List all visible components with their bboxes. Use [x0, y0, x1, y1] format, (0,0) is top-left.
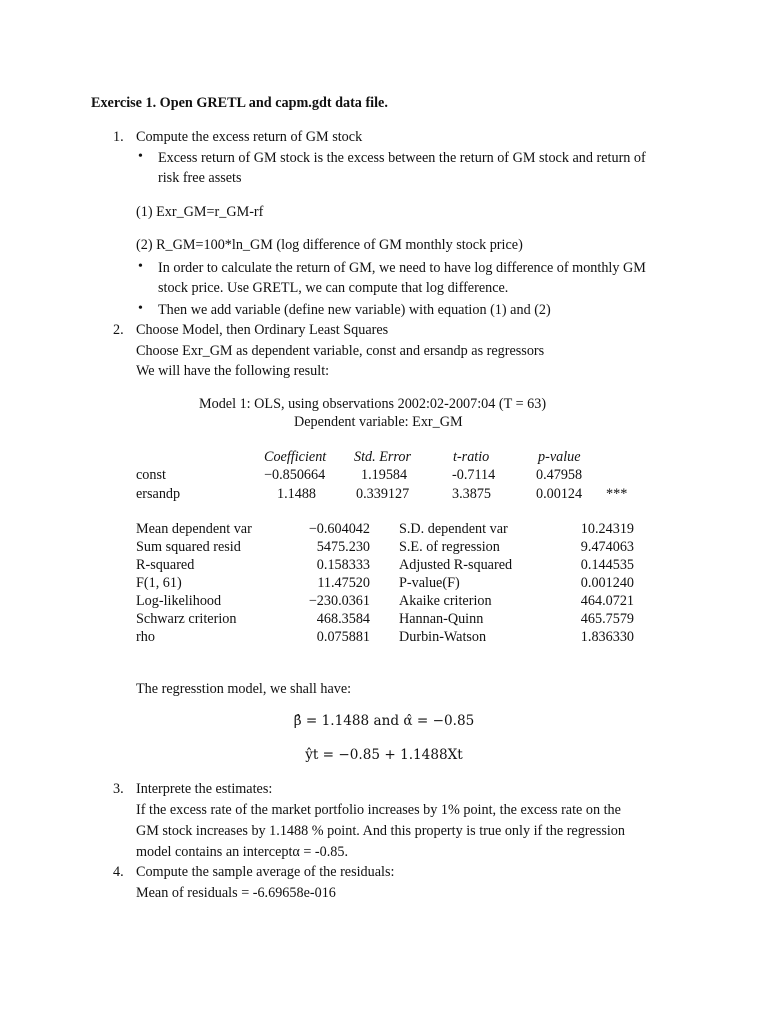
stat-value-left: −0.604042 [308, 521, 370, 537]
stat-label-right: Hannan-Quinn [399, 611, 484, 627]
item-2-line-3: We will have the following result: [136, 363, 330, 379]
item-3-line-3: model contains an interceptα = -0.85. [136, 844, 349, 860]
col-coefficient: Coefficient [264, 449, 327, 465]
bullet-dot: • [138, 259, 143, 274]
bullet-1-line-1: Excess return of GM stock is the excess between the return of GM stock and return of [158, 150, 646, 166]
item-3-line-2: GM stock increases by 1.1488 % point. And this property is true only if the regression [136, 823, 625, 839]
item-number-4: 4. [113, 864, 124, 880]
item-number-2: 2. [113, 322, 124, 338]
stat-value-left: −230.0361 [308, 593, 370, 609]
coef-row-name: ersandp [136, 486, 181, 502]
stat-value-left: 0.158333 [316, 557, 370, 573]
bullet-3: Then we add variable (define new variable) with equation (1) and (2) [158, 302, 551, 318]
item-2-line-2: Choose Exr_GM as dependent variable, const and ersandp as regressors [136, 343, 545, 359]
col-p-value: p-value [538, 449, 581, 465]
equation-2: (2) R_GM=100*ln_GM (log difference of GM monthly stock price) [136, 237, 523, 253]
item-1-text: Compute the excess return of GM stock [136, 129, 363, 145]
model-header: Model 1: OLS, using observations 2002:02-2007:04 (T = 63) [199, 396, 547, 412]
stat-label-right: Adjusted R-squared [399, 557, 513, 573]
regression-intro: The regresstion model, we shall have: [136, 681, 352, 697]
stat-label-left: Sum squared resid [136, 539, 241, 555]
bullet-dot: • [138, 301, 143, 316]
bullet-2-line-2: stock price. Use GRETL, we can compute that log difference. [158, 280, 509, 296]
stat-label-left: F(1, 61) [136, 575, 182, 591]
stat-value-right: 0.001240 [580, 575, 634, 591]
bullet-dot: • [138, 149, 143, 164]
item-3-text: Interprete the estimates: [136, 781, 273, 797]
stat-label-right: S.D. dependent var [399, 521, 508, 537]
item-2-line-1: Choose Model, then Ordinary Least Squares [136, 322, 389, 338]
col-t-ratio: t-ratio [453, 449, 490, 465]
item-4-text: Compute the sample average of the residuals: [136, 864, 395, 880]
item-number-3: 3. [113, 781, 124, 797]
stat-value-left: 0.075881 [316, 629, 370, 645]
formula-estimates: β̂ = 1.1488 and α̂ = −0.85 [293, 713, 475, 729]
stat-label-right: S.E. of regression [399, 539, 500, 555]
stat-label-right: Durbin-Watson [399, 629, 487, 645]
item-3-line-1: If the excess rate of the market portfolio increases by 1% point, the excess rate on the [136, 802, 621, 818]
coef-row-se: 1.19584 [361, 467, 408, 483]
col-std-error: Std. Error [354, 449, 412, 465]
stat-label-right: P-value(F) [399, 575, 460, 591]
stat-label-right: Akaike criterion [399, 593, 492, 609]
coef-row-coef: 1.1488 [277, 486, 317, 502]
stat-label-left: rho [136, 629, 155, 645]
coef-row-coef: −0.850664 [264, 467, 326, 483]
stat-value-right: 9.474063 [580, 539, 634, 555]
stat-label-left: Mean dependent var [136, 521, 252, 537]
stat-value-right: 465.7579 [580, 611, 634, 627]
stat-value-right: 1.836330 [580, 629, 634, 645]
coef-row-t: -0.7114 [452, 467, 496, 483]
significance-stars: *** [606, 486, 628, 502]
coef-row-se: 0.339127 [356, 486, 410, 502]
coef-row-p: 0.47958 [536, 467, 583, 483]
item-4-line-1: Mean of residuals = -6.69658e-016 [136, 885, 336, 901]
formula-fitted: ŷt = −0.85 + 1.1488Xt [305, 747, 463, 763]
stat-label-left: R-squared [136, 557, 195, 573]
coef-row-p: 0.00124 [536, 486, 583, 502]
stat-value-right: 0.144535 [580, 557, 634, 573]
stat-value-right: 464.0721 [580, 593, 634, 609]
coef-row-name: const [136, 467, 166, 483]
stat-label-left: Schwarz criterion [136, 611, 237, 627]
coef-row-t: 3.3875 [452, 486, 492, 502]
stat-value-left: 5475.230 [316, 539, 370, 555]
stat-value-left: 468.3584 [316, 611, 370, 627]
stat-value-right: 10.24319 [580, 521, 634, 537]
stat-value-left: 11.47520 [317, 575, 370, 591]
stat-label-left: Log-likelihood [136, 593, 222, 609]
item-number-1: 1. [113, 129, 124, 145]
exercise-title: Exercise 1. Open GRETL and capm.gdt data file. [91, 95, 388, 111]
equation-1: (1) Exr_GM=r_GM-rf [136, 204, 264, 220]
bullet-2-line-1: In order to calculate the return of GM, we need to have log difference of monthly GM [158, 260, 646, 276]
bullet-1-line-2: risk free assets [158, 170, 242, 186]
dependent-variable: Dependent variable: Exr_GM [294, 414, 463, 430]
